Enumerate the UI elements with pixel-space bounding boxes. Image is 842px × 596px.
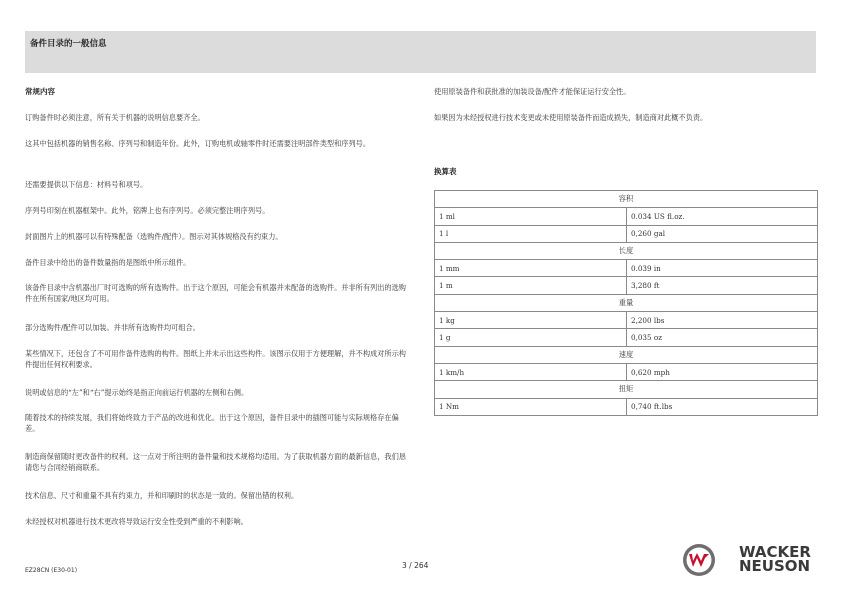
- value-cell: 0.039 in: [627, 260, 818, 277]
- value-cell: 0,260 gal: [627, 225, 818, 242]
- brand-wordmark: [739, 545, 811, 573]
- section-heading-general: 常规内容: [25, 87, 55, 96]
- paragraph: 这其中包括机器的销售名称、序列号和制造年份。此外，订购电机或轴零件时还需要注明部件类型和序列号。: [25, 139, 371, 148]
- unit-cell: 1 km/h: [435, 363, 627, 380]
- paragraph: 技术信息、尺寸和重量不具有约束力，并和印刷时的状态是一致的。保留出错的权利。: [25, 491, 299, 500]
- category-cell: 容积: [435, 191, 818, 208]
- table-row: [435, 329, 818, 346]
- category-cell: 长度: [435, 242, 818, 259]
- paragraph: 随着技术的持续发展，我们将始终致力于产品的改进和优化。出于这个原因，备件目录中的插图可能与实际规格存在偏差。: [25, 413, 399, 433]
- unit-cell: 1 mm: [435, 260, 627, 277]
- value-cell: 0,620 mph: [627, 363, 818, 380]
- wacker-neuson-logo-icon: [682, 543, 716, 577]
- paragraph: 封面图片上的机器可以有特殊配备（选购件/配件）。图示对其体规格没有约束力。: [25, 232, 283, 241]
- paragraph: 序列号印刻在机器框架中。此外，铭牌上也有序列号。必须完整注明序列号。: [25, 206, 270, 215]
- table-row: [435, 398, 818, 415]
- value-cell: 3,280 ft: [627, 277, 818, 294]
- value-cell: 0.034 US fl.oz.: [627, 208, 818, 225]
- unit-cell: 1 g: [435, 329, 627, 346]
- brand-line-2: NEUSON: [739, 557, 811, 575]
- table-row: [435, 381, 818, 398]
- paragraph: 订购备件时必须注意，所有关于机器的说明信息要齐全。: [25, 113, 205, 122]
- page-title: 备件目录的一般信息: [30, 39, 107, 49]
- paragraph: 备件目录中给出的备件数量指的是图纸中所示组件。: [25, 258, 191, 267]
- table-row: [435, 191, 818, 208]
- brand-line-1: WACKER: [739, 543, 811, 561]
- unit-cell: 1 Nm: [435, 398, 627, 415]
- paragraph: 部分选购件/配件可以加装。并非所有选购件均可组合。: [25, 323, 200, 332]
- unit-cell: 1 kg: [435, 312, 627, 329]
- unit-cell: 1 l: [435, 225, 627, 242]
- unit-cell: 1 m: [435, 277, 627, 294]
- table-row: [435, 225, 818, 242]
- category-cell: 速度: [435, 346, 818, 363]
- paragraph: 未经授权对机器进行技术更改将导致运行安全性受到严重的不利影响。: [25, 517, 248, 526]
- table-row: [435, 242, 818, 259]
- unit-cell: 1 ml: [435, 208, 627, 225]
- table-row: [435, 363, 818, 380]
- paragraph: 如果因为未经授权进行技术变更或未使用原装备件而造成损失，制造商对此概不负责。: [434, 113, 708, 122]
- category-cell: 扭矩: [435, 381, 818, 398]
- section-heading-conversion: 换算表: [434, 167, 457, 176]
- page-number: 3 / 264: [402, 561, 429, 570]
- value-cell: 2,200 lbs: [627, 312, 818, 329]
- document-code: EZ28CN (E30-01): [25, 567, 78, 574]
- paragraph: 使用原装备件和获批准的加装设备/配件才能保证运行安全性。: [434, 87, 631, 96]
- table-row: [435, 294, 818, 311]
- paragraph: 某些情况下，还包含了不可用作备件选购的构件。图纸上并未示出这些构件。该图示仅用于方便理解，并不构成对所示构件提出任何权利要求。: [25, 349, 406, 369]
- conversion-table: [434, 190, 818, 416]
- paragraph: 制造商保留随时更改备件的权利。这一点对于所注明的备件量和技术规格均适用。为了获取机器方面的最新信息，我们恳请您与合同经销商联系。: [25, 452, 406, 472]
- table-row: [435, 346, 818, 363]
- paragraph: 还需要提供以下信息：材料号和项号。: [25, 180, 148, 189]
- category-cell: 重量: [435, 294, 818, 311]
- paragraph: 说明或信息的“左”和“右”提示始终是指正向前运行机器的左侧和右侧。: [25, 388, 249, 397]
- table-row: [435, 277, 818, 294]
- paragraph: 该备件目录中含机器出厂时可选购的所有选购件。出于这个原因，可能会有机器并未配备的选购件。并非所有列出的选购件在所有国家/地区均可用。: [25, 283, 406, 303]
- value-cell: 0,740 ft.lbs: [627, 398, 818, 415]
- header-band: [25, 31, 816, 73]
- table-row: [435, 208, 818, 225]
- table-row: [435, 312, 818, 329]
- table-row: [435, 260, 818, 277]
- value-cell: 0,035 oz: [627, 329, 818, 346]
